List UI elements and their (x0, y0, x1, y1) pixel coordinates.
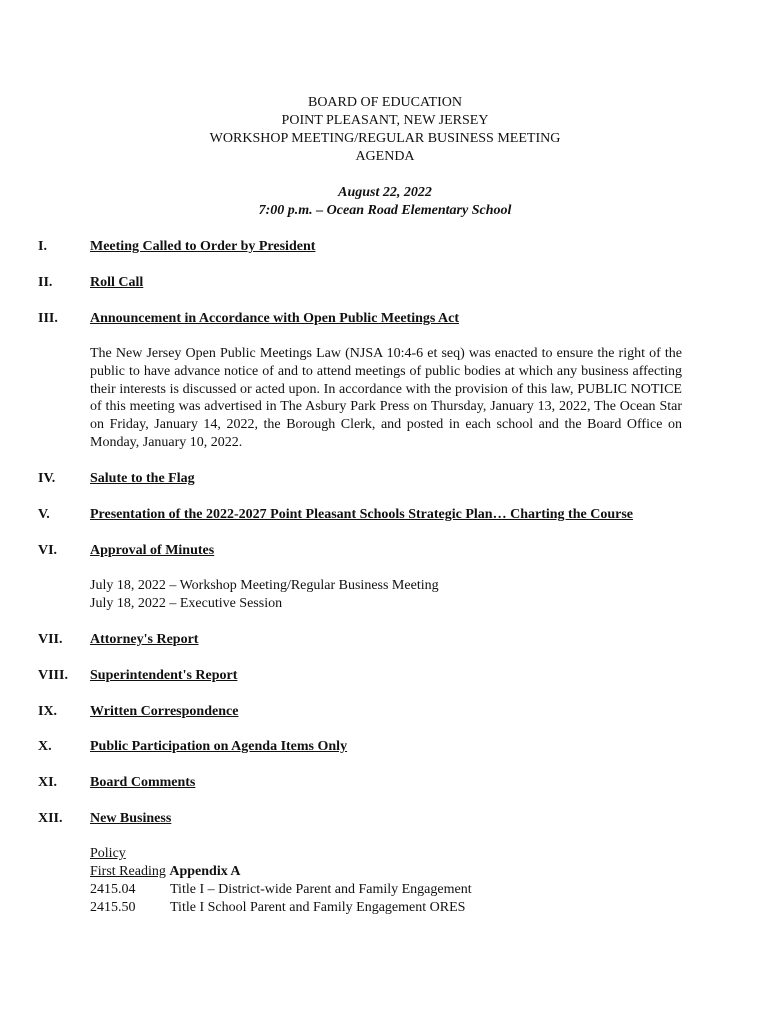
item-number: III. (38, 311, 58, 326)
item-title: Salute to the Flag (90, 471, 195, 486)
item-number: VII. (38, 632, 63, 647)
item-title: Written Correspondence (90, 704, 239, 719)
policy-row (90, 881, 690, 899)
item-number: XI. (38, 775, 58, 790)
item-number: I. (38, 239, 47, 254)
item-number: X. (38, 739, 52, 754)
item-number: XII. (38, 811, 63, 826)
item-title: Attorney's Report (90, 632, 199, 647)
first-reading-label: First Reading (90, 864, 166, 879)
location-title: POINT PLEASANT, NEW JERSEY (281, 113, 489, 128)
item-title: Announcement in Accordance with Open Public Meetings Act (90, 311, 460, 326)
item-title: New Business (90, 811, 172, 826)
item-number: II. (38, 275, 53, 290)
item-title: Meeting Called to Order by President (90, 239, 316, 254)
new-business-policies (90, 845, 690, 917)
board-title: BOARD OF EDUCATION (307, 95, 462, 110)
minutes-list (90, 577, 690, 613)
item-title: Superintendent's Report (90, 668, 238, 683)
item-title: Roll Call (90, 275, 144, 290)
item-title: Board Comments (90, 775, 196, 790)
agenda-header (0, 94, 770, 220)
policy-code: 2415.50 (90, 900, 136, 915)
appendix-label: Appendix A (169, 864, 241, 879)
item-title: Public Participation on Agenda Items Only (90, 739, 348, 754)
item-number: IV. (38, 471, 56, 486)
policy-code: 2415.04 (90, 882, 136, 897)
meeting-type-title: WORKSHOP MEETING/REGULAR BUSINESS MEETING (209, 131, 561, 146)
minutes-entry: July 18, 2022 – Workshop Meeting/Regular Business Meeting (90, 578, 439, 593)
agenda-title: AGENDA (355, 149, 415, 164)
policy-title: Title I School Parent and Family Engagement ORES (170, 900, 466, 915)
opma-notice-paragraph: The New Jersey Open Public Meetings Law (NJSA 10:4-6 et seq) was enacted to ensure the right of the public to have advance notice of and to attend meetings of public bodies at which any business affecting their interests is discussed or acted upon. In accordance with the provision of this law, PUBLIC NOTICE of this meeting was advertised in The Asbury Park Press on Thursday, January 13, 2022, The Ocean Star on Friday, January 14, 2022, the Borough Clerk, and posted in each school and the Board Office on Monday, January 10, 2022. (90, 346, 682, 450)
item-number: IX. (38, 704, 58, 719)
meeting-time-location: 7:00 p.m. – Ocean Road Elementary School (258, 203, 512, 218)
header-spacer (0, 166, 770, 184)
policy-label: Policy (90, 846, 126, 861)
item-title: Presentation of the 2022-2027 Point Pleasant Schools Strategic Plan… Charting the Course (90, 507, 633, 522)
minutes-entry: July 18, 2022 – Executive Session (90, 596, 283, 611)
item-number: V. (38, 507, 50, 522)
item-title: Approval of Minutes (90, 543, 215, 558)
item-number: VI. (38, 543, 58, 558)
policy-title: Title I – District-wide Parent and Family Engagement (170, 882, 472, 897)
policy-row (90, 899, 690, 917)
item-number: VIII. (38, 668, 68, 683)
meeting-date: August 22, 2022 (338, 185, 432, 200)
